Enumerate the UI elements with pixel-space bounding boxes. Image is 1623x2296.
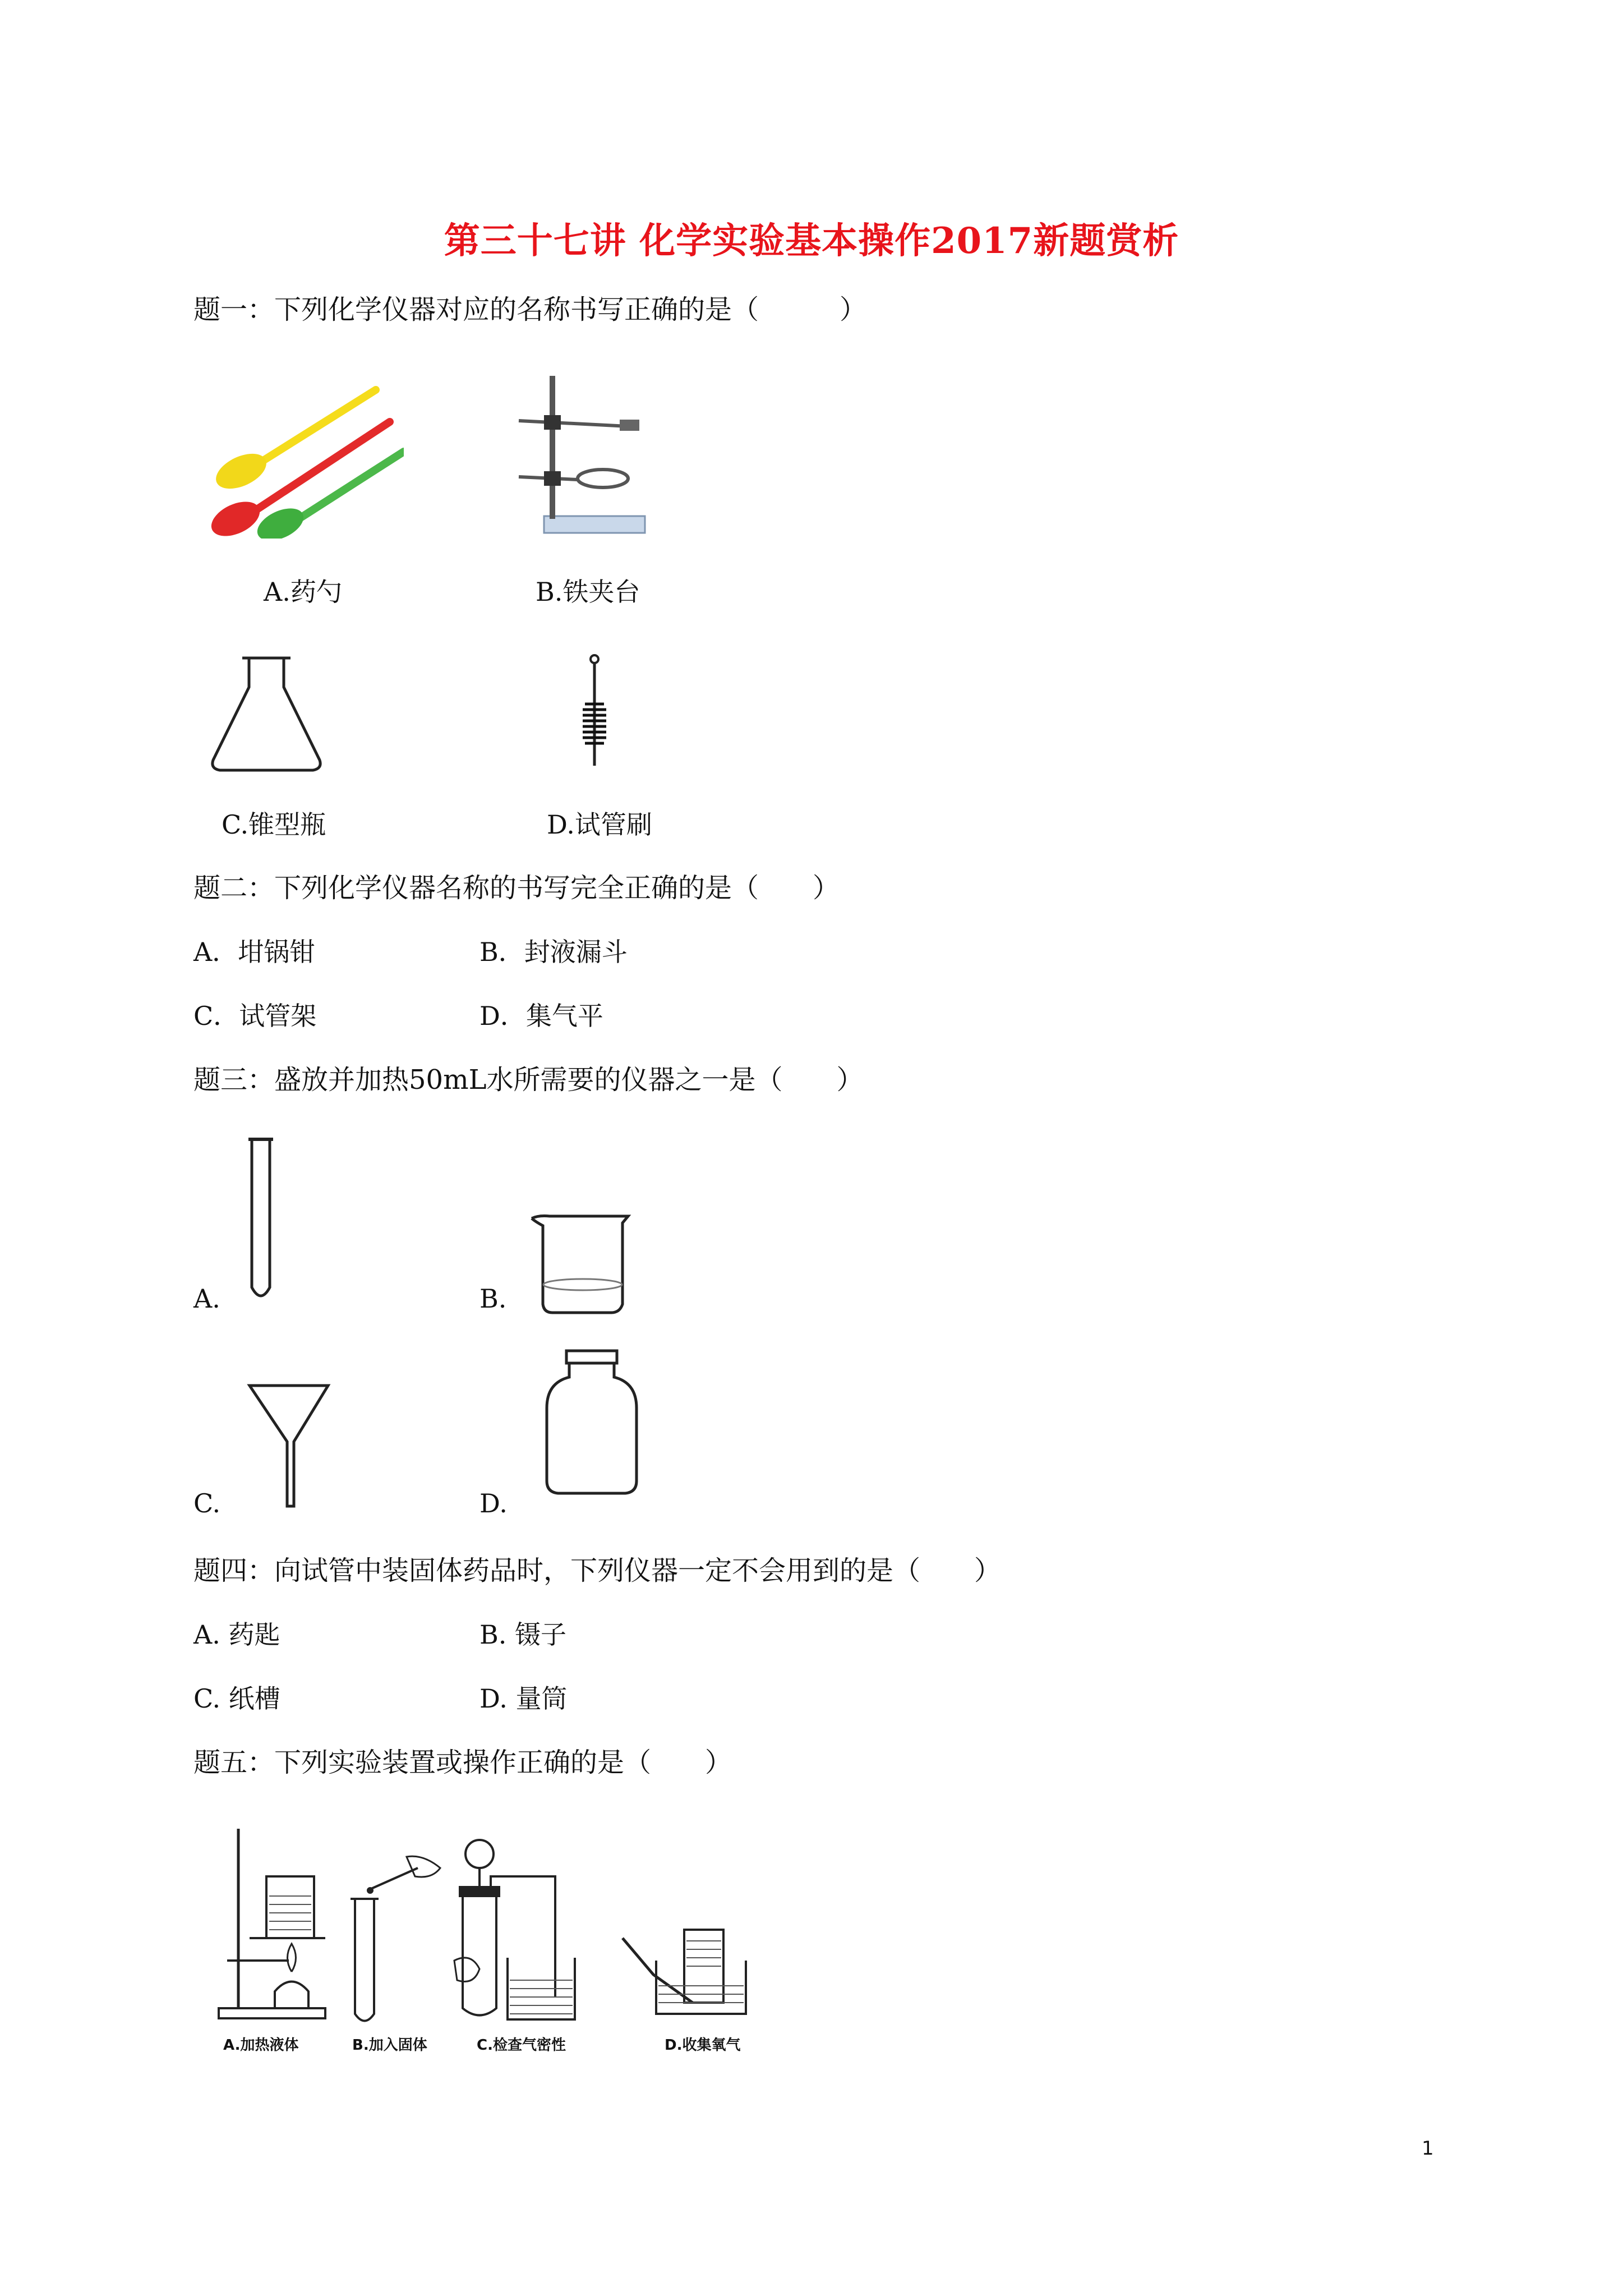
test-tube-icon [244, 1136, 278, 1304]
q5-caption-c: C.检查气密性 [477, 2037, 566, 2054]
beaker-icon [527, 1212, 639, 1318]
q4-option-d: D. 量筒 [479, 1683, 568, 1714]
q3-caption-b: B. [479, 1283, 507, 1314]
spoons-icon [208, 381, 404, 539]
q5-caption-d: D.收集氧气 [665, 2037, 741, 2054]
iron-stand-icon [510, 365, 656, 544]
q1-caption-a: A.药勺 [264, 577, 342, 607]
q1-caption-c: C.锥型瓶 [222, 809, 326, 840]
page-title: 第三十七讲 化学实验基本操作2017新题赏析 [444, 220, 1179, 262]
question-3-stem: 题三：盛放并加热50mL水所需要的仪器之一是（ ） [193, 1064, 864, 1096]
q3-caption-c: C. [193, 1488, 221, 1519]
q1-caption-d: D.试管刷 [547, 809, 652, 840]
experiment-apparatus-figure [216, 1823, 777, 2047]
q4-option-a: A. 药匙 [193, 1619, 280, 1650]
q1-caption-b: B.铁夹台 [536, 577, 640, 607]
test-tube-brush-icon [575, 651, 614, 769]
q2-option-a: A．坩锅钳 [193, 937, 316, 967]
heating-liquid-apparatus-icon [219, 1829, 325, 2018]
question-4-stem: 题四：向试管中装固体药品时，下列仪器一定不会用到的是（ ） [193, 1555, 1002, 1586]
funnel-icon [247, 1380, 331, 1509]
air-tightness-apparatus-icon [454, 1840, 575, 2019]
conical-flask-icon [208, 648, 325, 777]
page-number: 1 [1422, 2137, 1434, 2160]
q2-option-b: B．封液漏斗 [479, 937, 628, 967]
q4-option-b: B. 镊子 [479, 1619, 567, 1650]
adding-solid-apparatus-icon [351, 1856, 440, 2021]
wide-mouth-bottle-icon [538, 1346, 645, 1498]
collecting-oxygen-apparatus-icon [623, 1930, 746, 2014]
q5-caption-b: B.加入固体 [352, 2037, 427, 2054]
q3-caption-a: A. [193, 1283, 220, 1314]
q2-option-c: C．试管架 [193, 1001, 317, 1031]
q5-caption-a: A.加热液体 [223, 2037, 299, 2054]
q3-caption-d: D. [479, 1488, 508, 1519]
question-1-stem: 题一：下列化学仪器对应的名称书写正确的是（ ） [193, 294, 867, 325]
question-5-stem: 题五：下列实验装置或操作正确的是（ ） [193, 1747, 732, 1778]
question-2-stem: 题二：下列化学仪器名称的书写完全正确的是（ ） [193, 872, 840, 904]
q4-option-c: C. 纸槽 [193, 1683, 280, 1714]
q2-option-d: D．集气平 [479, 1001, 603, 1031]
